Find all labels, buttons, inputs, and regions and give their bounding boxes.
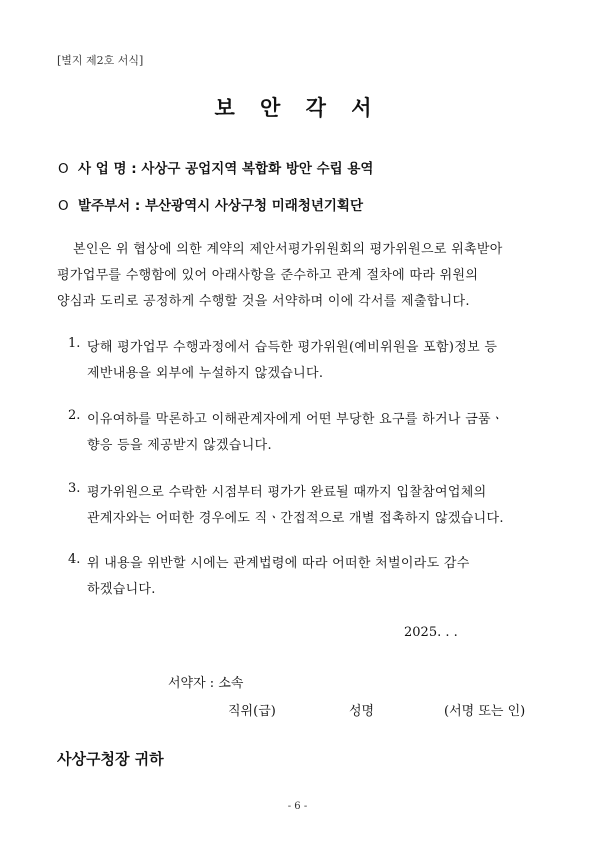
pledge-line: 이유여하를 막론하고 이해관계자에게 어떤 부당한 요구를 하거나 금품ㆍ <box>87 412 504 427</box>
bullet-marker: O <box>58 161 69 177</box>
department-info-line <box>58 194 363 214</box>
name-label: 성명 <box>349 704 375 719</box>
pledge-line: 당해 평가업무 수행과정에서 습득한 평가위원(예비위원을 포함)정보 등 <box>87 340 498 355</box>
position-label: 직위(급) <box>228 704 276 719</box>
intro-line: 평가업무를 수행함에 있어 아래사항을 준수하고 관계 절차에 따라 위원의 <box>57 268 479 283</box>
document-title: 보 안 각 서 <box>214 96 381 120</box>
intro-line: 양심과 도리로 공정하게 수행할 것을 서약하며 이에 각서를 제출합니다. <box>57 294 470 309</box>
signer-label: 서약자 : 소속 <box>168 676 244 691</box>
intro-line: 본인은 위 협상에 의한 계약의 제안서평가위원회의 평가위원으로 위촉받아 <box>73 242 503 257</box>
pledge-line: 평가위원으로 수락한 시점부터 평가가 완료될 때까지 입찰참여업체의 <box>87 485 487 500</box>
bullet-marker: O <box>58 198 69 214</box>
page-number: - 6 - <box>287 801 308 812</box>
signature-mark-label: (서명 또는 인) <box>444 704 526 719</box>
form-label: [별지 제2호 서식] <box>57 54 144 67</box>
department-name: 발주부서 : 부산광역시 사상구청 미래청년기획단 <box>78 198 364 214</box>
date-line: 2025. . . <box>404 625 458 640</box>
pledge-number: 2. <box>68 408 81 423</box>
pledge-line: 향응 등을 제공받지 않겠습니다. <box>87 438 272 453</box>
pledge-line: 하겠습니다. <box>87 582 156 597</box>
project-info-line <box>58 157 373 177</box>
pledge-number: 1. <box>68 336 81 351</box>
pledge-number: 3. <box>68 481 81 496</box>
pledge-number: 4. <box>68 552 81 567</box>
addressee: 사상구청장 귀하 <box>57 750 164 768</box>
project-name: 사 업 명 : 사상구 공업지역 복합화 방안 수립 용역 <box>78 161 374 177</box>
pledge-line: 관계자와는 어떠한 경우에도 직ㆍ간접적으로 개별 접촉하지 않겠습니다. <box>87 511 504 526</box>
pledge-line: 위 내용을 위반할 시에는 관계법령에 따라 어떠한 처벌이라도 감수 <box>87 556 470 571</box>
pledge-line: 제반내용을 외부에 누설하지 않겠습니다. <box>87 366 324 381</box>
